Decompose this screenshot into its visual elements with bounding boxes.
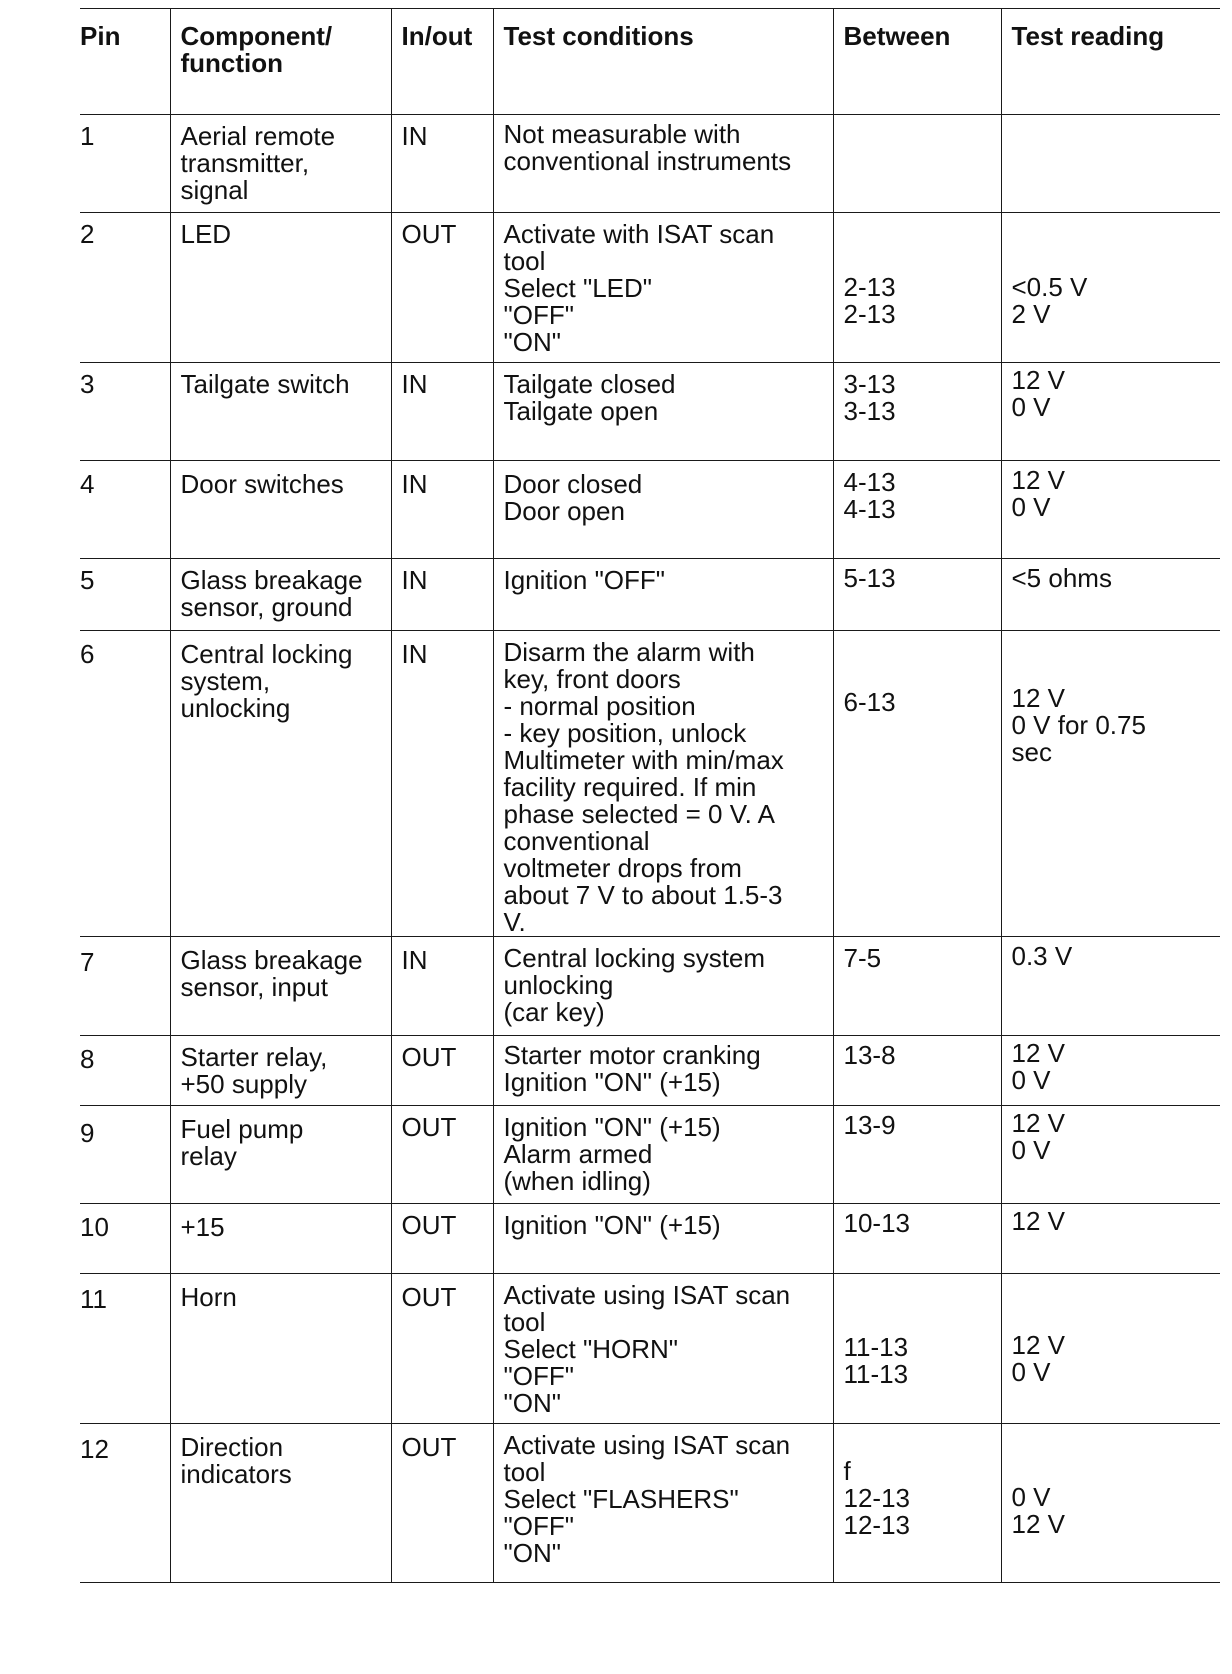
component-cell: Aerial remote transmitter, signal (170, 115, 391, 213)
header-test-conditions: Test conditions (493, 9, 833, 115)
pin-cell: 2 (80, 213, 170, 363)
test-reading-cell: 12 V 0 V (1001, 1106, 1220, 1204)
pin-cell: 10 (80, 1204, 170, 1274)
component-cell: Central locking system, unlocking (170, 631, 391, 937)
pin-cell: 1 (80, 115, 170, 213)
between-cell: 2-13 2-13 (833, 213, 1001, 363)
between-cell: 7-5 (833, 937, 1001, 1036)
table-row (80, 115, 1220, 213)
component-cell: Glass breakage sensor, ground (170, 559, 391, 631)
component-cell: +15 (170, 1204, 391, 1274)
pin-cell: 5 (80, 559, 170, 631)
between-cell: f 12-13 12-13 (833, 1424, 1001, 1583)
component-cell: Glass breakage sensor, input (170, 937, 391, 1036)
inout-cell: IN (391, 631, 493, 937)
test-conditions-cell: Activate using ISAT scan tool Select "HORN" "OFF" "ON" (493, 1274, 833, 1424)
inout-cell: IN (391, 461, 493, 559)
test-reading-cell: 0 V 12 V (1001, 1424, 1220, 1583)
component-cell: Horn (170, 1274, 391, 1424)
inout-cell: OUT (391, 1204, 493, 1274)
pin-cell: 11 (80, 1274, 170, 1424)
test-conditions-cell: Ignition "OFF" (493, 559, 833, 631)
test-conditions-cell: Activate using ISAT scan tool Select "FLASHERS" "OFF" "ON" (493, 1424, 833, 1583)
pin-cell: 9 (80, 1106, 170, 1204)
test-reading-cell: <5 ohms (1001, 559, 1220, 631)
table-row (80, 363, 1220, 461)
test-conditions-cell: Tailgate closed Tailgate open (493, 363, 833, 461)
inout-cell: IN (391, 559, 493, 631)
header-test-reading: Test reading (1001, 9, 1220, 115)
component-cell: LED (170, 213, 391, 363)
pin-cell: 12 (80, 1424, 170, 1583)
table-row (80, 937, 1220, 1036)
component-cell: Starter relay, +50 supply (170, 1036, 391, 1106)
test-conditions-cell: Ignition "ON" (+15) Alarm armed (when idling) (493, 1106, 833, 1204)
test-conditions-cell: Activate with ISAT scan tool Select "LED" "OFF" "ON" (493, 213, 833, 363)
table-row (80, 631, 1220, 937)
test-reading-cell: 12 V 0 V for 0.75 sec (1001, 631, 1220, 937)
pin-cell: 4 (80, 461, 170, 559)
test-conditions-cell: Not measurable with conventional instruments (493, 115, 833, 213)
component-cell: Direction indicators (170, 1424, 391, 1583)
test-reading-cell: 12 V 0 V (1001, 363, 1220, 461)
between-cell: 13-9 (833, 1106, 1001, 1204)
between-cell: 3-13 3-13 (833, 363, 1001, 461)
test-reading-cell: 12 V 0 V (1001, 1274, 1220, 1424)
pin-cell: 6 (80, 631, 170, 937)
header-component: Component/ function (170, 9, 391, 115)
table-row (80, 1424, 1220, 1583)
component-cell: Tailgate switch (170, 363, 391, 461)
table-row (80, 461, 1220, 559)
header-pin: Pin (80, 9, 170, 115)
header-inout: In/out (391, 9, 493, 115)
between-cell: 5-13 (833, 559, 1001, 631)
inout-cell: IN (391, 115, 493, 213)
between-cell (833, 115, 1001, 213)
component-cell: Fuel pump relay (170, 1106, 391, 1204)
inout-cell: OUT (391, 1106, 493, 1204)
pin-cell: 7 (80, 937, 170, 1036)
table-row (80, 1036, 1220, 1106)
table-row (80, 1204, 1220, 1274)
table-row (80, 213, 1220, 363)
table-row (80, 1274, 1220, 1424)
test-reading-cell: 12 V 0 V (1001, 1036, 1220, 1106)
header-between: Between (833, 9, 1001, 115)
between-cell: 10-13 (833, 1204, 1001, 1274)
test-reading-cell (1001, 115, 1220, 213)
test-conditions-cell: Disarm the alarm with key, front doors - normal position - key position, unlock Multimeter with min/max facility required. If min phase selected = 0 V. A conventional voltmeter drops from about 7 V to about 1.5-3 V. (493, 631, 833, 937)
test-reading-cell: 12 V 0 V (1001, 461, 1220, 559)
inout-cell: OUT (391, 1274, 493, 1424)
test-conditions-cell: Starter motor cranking Ignition "ON" (+15) (493, 1036, 833, 1106)
test-conditions-cell: Ignition "ON" (+15) (493, 1204, 833, 1274)
pin-cell: 3 (80, 363, 170, 461)
test-conditions-cell: Door closed Door open (493, 461, 833, 559)
inout-cell: IN (391, 363, 493, 461)
component-cell: Door switches (170, 461, 391, 559)
table-row (80, 559, 1220, 631)
inout-cell: OUT (391, 213, 493, 363)
inout-cell: OUT (391, 1036, 493, 1106)
between-cell: 4-13 4-13 (833, 461, 1001, 559)
table-row (80, 1106, 1220, 1204)
test-reading-cell: 0.3 V (1001, 937, 1220, 1036)
between-cell: 11-13 11-13 (833, 1274, 1001, 1424)
pin-cell: 8 (80, 1036, 170, 1106)
test-conditions-cell: Central locking system unlocking (car key) (493, 937, 833, 1036)
inout-cell: IN (391, 937, 493, 1036)
between-cell: 6-13 (833, 631, 1001, 937)
between-cell: 13-8 (833, 1036, 1001, 1106)
inout-cell: OUT (391, 1424, 493, 1583)
test-reading-cell: <0.5 V 2 V (1001, 213, 1220, 363)
test-reading-cell: 12 V (1001, 1204, 1220, 1274)
header-row (80, 9, 1220, 115)
pin-test-table (80, 8, 1220, 1583)
